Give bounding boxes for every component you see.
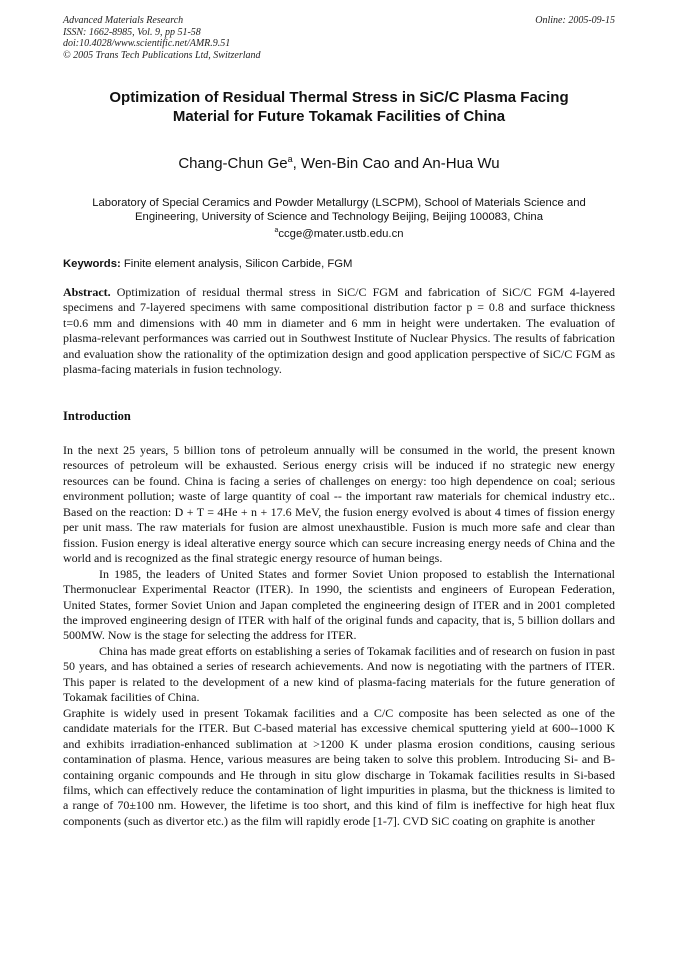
paragraph-2: In 1985, the leaders of United States and former Soviet Union proposed to establish the International Thermonuclear Experimental Reactor (ITER). In 1990, the scientists and engineers of European Federation, United States, former Soviet Union and Japan completed the engineering design of ITER and in 2001 completed the improved engineering design of ITER with half of the original funds and capacity, that is, 5 billion dollars and 500MW. Now is the stage for selecting the address for ITER. xyxy=(63,566,615,643)
section-heading-introduction: Introduction xyxy=(63,409,131,423)
issn-line: ISSN: 1662-8985, Vol. 9, pp 51-58 xyxy=(63,26,201,38)
online-date: Online: 2005-09-15 xyxy=(535,15,615,26)
affiliation-line-2: Engineering, University of Science and Technology Beijing, Beijing 100083, China xyxy=(135,211,543,223)
author-1-affil-mark: a xyxy=(287,154,293,164)
affiliation-line-1: Laboratory of Special Ceramics and Powder Metallurgy (LSCPM), School of Materials Science and xyxy=(92,197,586,209)
keywords-text: Finite element analysis, Silicon Carbide, FGM xyxy=(120,258,353,270)
doi-line: doi:10.4028/www.scientific.net/AMR.9.51 xyxy=(63,38,231,49)
abstract-label: Abstract. xyxy=(63,285,111,299)
paragraph-3: China has made great efforts on establishing a series of Tokamak facilities and of research on fusion in past 50 years, and has obtained a series of research achievements. And now is negotiating with the partners of ITER. This paper is related to the development of a new kind of plasma-facing materials for the future generation of Tokamak facilities of China. xyxy=(63,643,615,705)
paragraph-4: Graphite is widely used in present Tokamak facilities and a C/C composite has been selected as one of the candidate materials for the ITER. But C-based material has excessive chemical sputtering yield at 600--1000 K and exhibits irradiation-enhanced sublimation at >1200 K under plasma erosion conditions, causing serious contamination of plasma. Hence, various measures are being taken to solve this problem. Introducing Si- and B-containing organic compounds and He through in situ glow discharge in Tokamak facilities results in Si-based films, which can effectively reduce the contamination of light impurities in plasma, but the thickness is limited to a range of 70±100 nm. However, the lifetime is too short, and this kind of film is ineffective for high heat flux components (such as divertor etc.) as the film will rapidly erode [1-7]. CVD SiC coating on graphite is another xyxy=(63,705,615,828)
introduction-body xyxy=(63,443,615,829)
author-1: Chang-Chun Ge xyxy=(178,155,288,172)
journal-name: Advanced Materials Research xyxy=(63,15,184,26)
keywords-label: Keywords: xyxy=(63,258,121,270)
paper-title xyxy=(60,88,618,126)
email-address: ccge@mater.ustb.edu.cn xyxy=(278,227,404,240)
email-line xyxy=(55,224,623,241)
title-line-2: Material for Future Tokamak Facilities of China xyxy=(172,108,506,125)
affiliation xyxy=(55,196,623,241)
keywords xyxy=(63,258,352,270)
journal-header xyxy=(63,15,261,61)
author-list xyxy=(60,154,618,172)
paragraph-1: In the next 25 years, 5 billion tons of petroleum annually will be consumed in the world, the present known resources of petroleum will be exhausted. Serious energy crisis will be induced if no strategic new energy resources can be found. China is facing a series of challenges on energy: too high dependence on coal; serious environment pollution; waste of large quantity of coal -- the important raw materials for chemical industry etc.. Based on the reaction: D + T = 4He + n + 17.6 MeV, the fusion energy evolved is about 4 times of fission energy per unit mass. The raw materials for fusion are almost unexhaustible. Fusion is much more safe and clear than fission. Fusion energy is ideal alterative energy source which can secure increasing energy needs of China and the world and is recognized as the final strategic energy resource of human beings. xyxy=(63,443,615,566)
title-line-1: Optimization of Residual Thermal Stress in SiC/C Plasma Facing xyxy=(109,89,569,106)
copyright-line: © 2005 Trans Tech Publications Ltd, Switzerland xyxy=(63,49,261,61)
abstract xyxy=(63,285,615,377)
authors-rest: , Wen-Bin Cao and An-Hua Wu xyxy=(292,155,500,172)
abstract-text: Optimization of residual thermal stress in SiC/C FGM and fabrication of SiC/C FGM 4-layered specimens and 7-layered specimens with same compositional distribution factor p = 0.8 and surface thickness t=0.6 mm and dimensions with 40 mm in diameter and 6 mm in height were undertaken. The evaluation of plasma-relevant performances was carried out in Southwest Institute of Nuclear Physics. The results of fabrication and evaluation show the rationality of the optimization design and good application perspective of SiC/C FGM as plasma-facing materials in fusion technology. xyxy=(63,285,615,377)
email-affil-mark: a xyxy=(274,227,279,234)
